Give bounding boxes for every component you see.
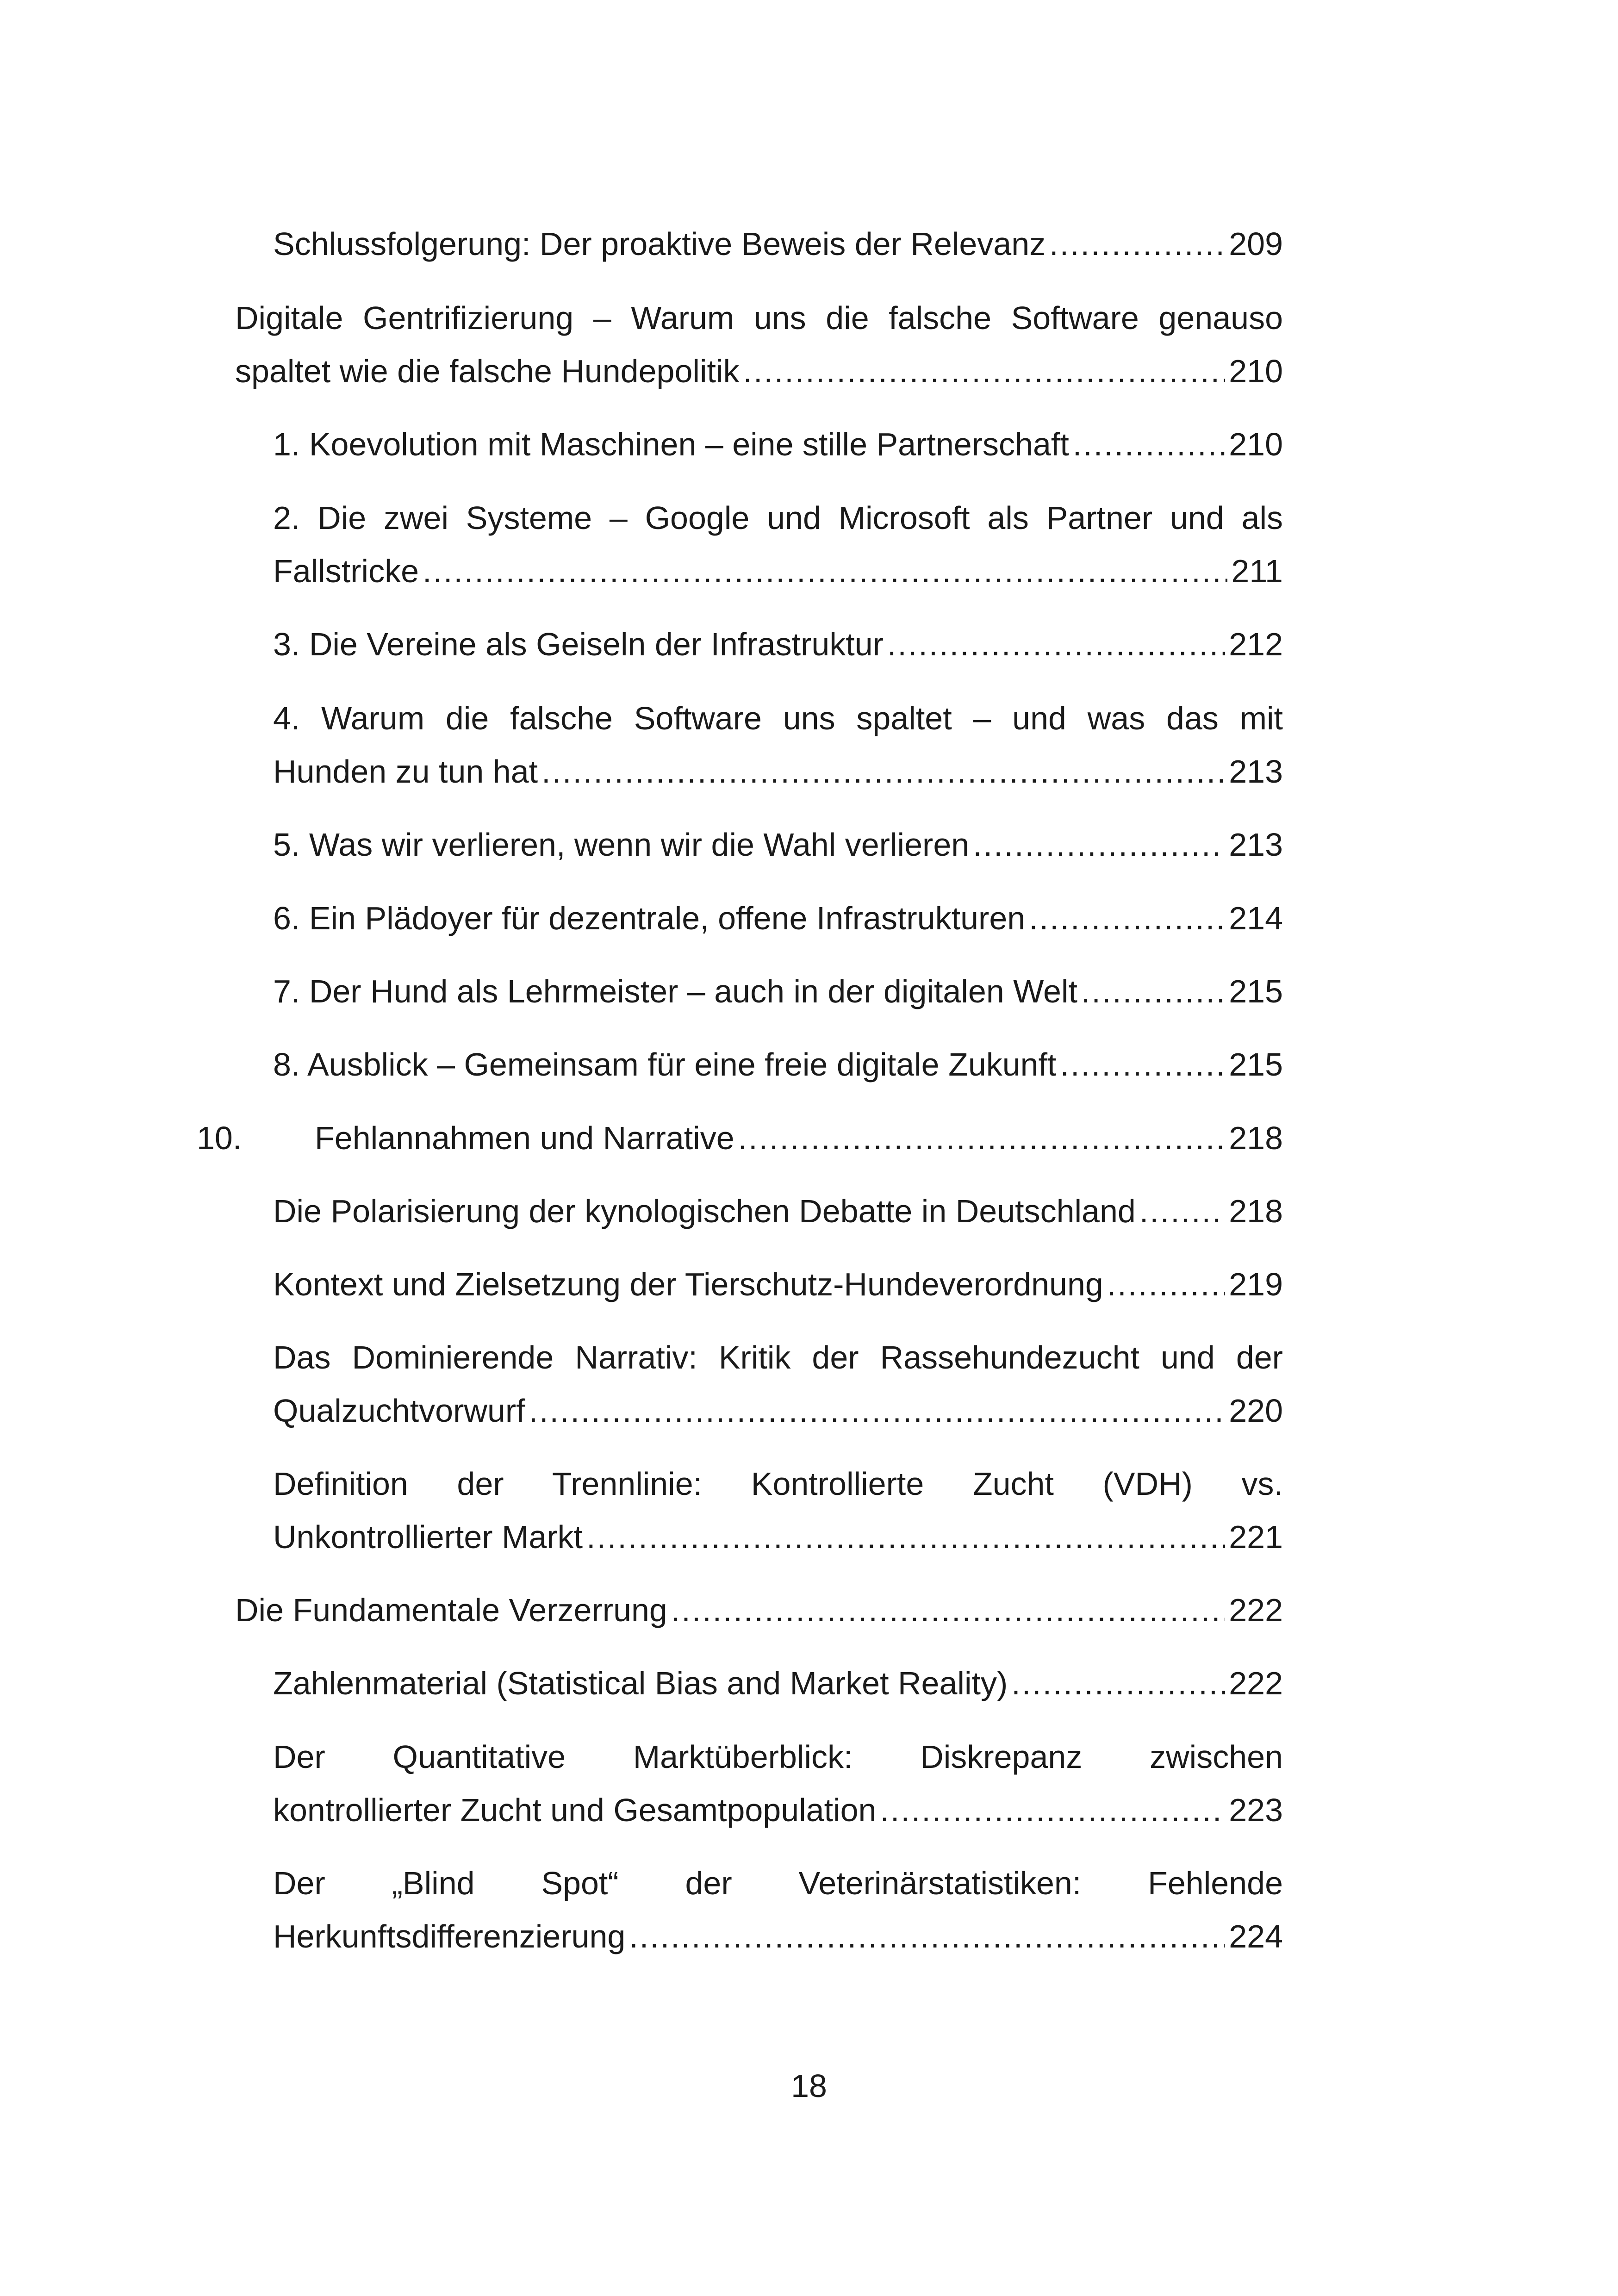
dot-leader	[1049, 218, 1225, 271]
toc-entry-page: 221	[1229, 1519, 1283, 1555]
dot-leader	[887, 618, 1225, 671]
dot-leader	[541, 745, 1225, 798]
dot-leader	[738, 1112, 1226, 1165]
toc-entry-title: Hunden zu tun hat	[273, 753, 538, 790]
toc-entry-title-line: 2. Die zwei Systeme – Google und Microsoft als Partner und als	[273, 500, 1283, 536]
toc-entry[interactable]	[273, 692, 1283, 798]
toc-entry-title: 6. Ein Plädoyer für dezentrale, offene Infrastrukturen	[273, 900, 1026, 936]
toc-entry[interactable]	[235, 1584, 1283, 1637]
dot-leader	[1029, 892, 1225, 945]
toc-entry[interactable]	[273, 218, 1283, 271]
toc-entry-title: Fehlannahmen und Narrative	[315, 1120, 734, 1156]
page-number: 18	[791, 2068, 827, 2104]
toc-entry-title: 1. Koevolution mit Maschinen – eine stille Partnerschaft	[273, 426, 1069, 462]
toc-entry[interactable]	[273, 1457, 1283, 1564]
toc-entry-page: 215	[1229, 973, 1283, 1009]
toc-entry[interactable]	[273, 1857, 1283, 1963]
toc-entry-page: 224	[1229, 1918, 1283, 1954]
toc-entry-title-line: Digitale Gentrifizierung – Warum uns die falsche Software genauso	[235, 300, 1283, 336]
toc-entry-page: 212	[1229, 626, 1283, 662]
dot-leader	[529, 1384, 1226, 1437]
toc-entry-title: Die Polarisierung der kynologischen Debatte in Deutschland	[273, 1193, 1136, 1229]
toc-entry[interactable]	[273, 618, 1283, 671]
toc-entry-page: 214	[1229, 900, 1283, 936]
toc-entry-page: 218	[1229, 1120, 1283, 1156]
toc-entry-title: Kontext und Zielsetzung der Tierschutz-Hundeverordnung	[273, 1266, 1103, 1302]
toc-entry-title: kontrollierter Zucht und Gesamtpopulation	[273, 1792, 877, 1828]
toc-entry-page: 210	[1229, 426, 1283, 462]
toc-entry[interactable]	[273, 818, 1283, 871]
toc-entry[interactable]	[273, 892, 1283, 945]
toc-entry-title-line: 4. Warum die falsche Software uns spaltet – und was das mit	[273, 700, 1283, 736]
toc-entry-title: 5. Was wir verlieren, wenn wir die Wahl verlieren	[273, 827, 970, 863]
toc-entry[interactable]	[273, 1038, 1283, 1091]
toc-entry[interactable]	[273, 1185, 1283, 1238]
dot-leader	[1060, 1038, 1226, 1091]
toc-entry-page: 210	[1229, 353, 1283, 389]
toc-entry[interactable]	[273, 1730, 1283, 1837]
toc-entry-title: spaltet wie die falsche Hundepolitik	[235, 353, 740, 389]
dot-leader	[1011, 1657, 1225, 1710]
toc-entry-title: Schlussfolgerung: Der proaktive Beweis der Relevanz	[273, 226, 1046, 262]
toc-entry-title: Fallstricke	[273, 553, 419, 589]
toc-entry-title: 7. Der Hund als Lehrmeister – auch in der digitalen Welt	[273, 973, 1077, 1009]
toc-entry-title-line: Das Dominierende Narrativ: Kritik der Rassehundezucht und der	[273, 1339, 1283, 1375]
dot-leader	[1139, 1185, 1225, 1238]
toc-entry[interactable]	[235, 292, 1283, 398]
toc-entry-title-line: Der „Blind Spot“ der Veterinärstatistiken: Fehlende	[273, 1865, 1283, 1901]
toc-entry[interactable]	[273, 492, 1283, 598]
dot-leader	[1107, 1258, 1225, 1311]
toc-entry[interactable]	[273, 1258, 1283, 1311]
toc-entry-title: Qualzuchtvorwurf	[273, 1393, 525, 1429]
dot-leader	[629, 1910, 1225, 1963]
toc-entry-title: 3. Die Vereine als Geiseln der Infrastruktur	[273, 626, 884, 662]
chapter-number: 10.	[197, 1120, 242, 1156]
toc-entry-page: 215	[1229, 1046, 1283, 1083]
toc-entry-page: 211	[1231, 553, 1283, 589]
dot-leader	[973, 818, 1225, 871]
toc-entry-page: 222	[1229, 1665, 1283, 1701]
toc-entry-page: 220	[1229, 1393, 1283, 1429]
toc-entry[interactable]	[273, 418, 1283, 471]
toc-entry-page: 209	[1229, 226, 1283, 262]
dot-leader	[880, 1784, 1225, 1837]
dot-leader	[743, 345, 1226, 398]
toc-entry-title-line: Der Quantitative Marktüberblick: Diskrepanz zwischen	[273, 1739, 1283, 1775]
toc-entry-page: 223	[1229, 1792, 1283, 1828]
toc-entry[interactable]	[273, 1657, 1283, 1710]
toc-entry-page: 218	[1229, 1193, 1283, 1229]
toc-entry-title: 8. Ausblick – Gemeinsam für eine freie digitale Zukunft	[273, 1046, 1057, 1083]
dot-leader	[1073, 418, 1225, 471]
toc-entry-title-line: Definition der Trennlinie: Kontrollierte Zucht (VDH) vs.	[273, 1466, 1283, 1502]
toc-entry-page: 213	[1229, 753, 1283, 790]
toc-entry-page: 219	[1229, 1266, 1283, 1302]
dot-leader	[423, 545, 1227, 598]
toc-entry-page: 222	[1229, 1592, 1283, 1628]
toc-entry-title: Unkontrollierter Markt	[273, 1519, 583, 1555]
toc-entry-title: Herkunftsdifferenzierung	[273, 1918, 626, 1954]
toc-entry-page: 213	[1229, 827, 1283, 863]
dot-leader	[1081, 965, 1225, 1018]
dot-leader	[586, 1511, 1225, 1564]
dot-leader	[671, 1584, 1225, 1637]
toc-entry-title: Die Fundamentale Verzerrung	[235, 1592, 667, 1628]
toc-entry-title: Zahlenmaterial (Statistical Bias and Market Reality)	[273, 1665, 1008, 1701]
toc-entry[interactable]	[273, 1331, 1283, 1437]
toc-entry[interactable]	[273, 965, 1283, 1018]
toc-entry[interactable]	[315, 1112, 1283, 1165]
